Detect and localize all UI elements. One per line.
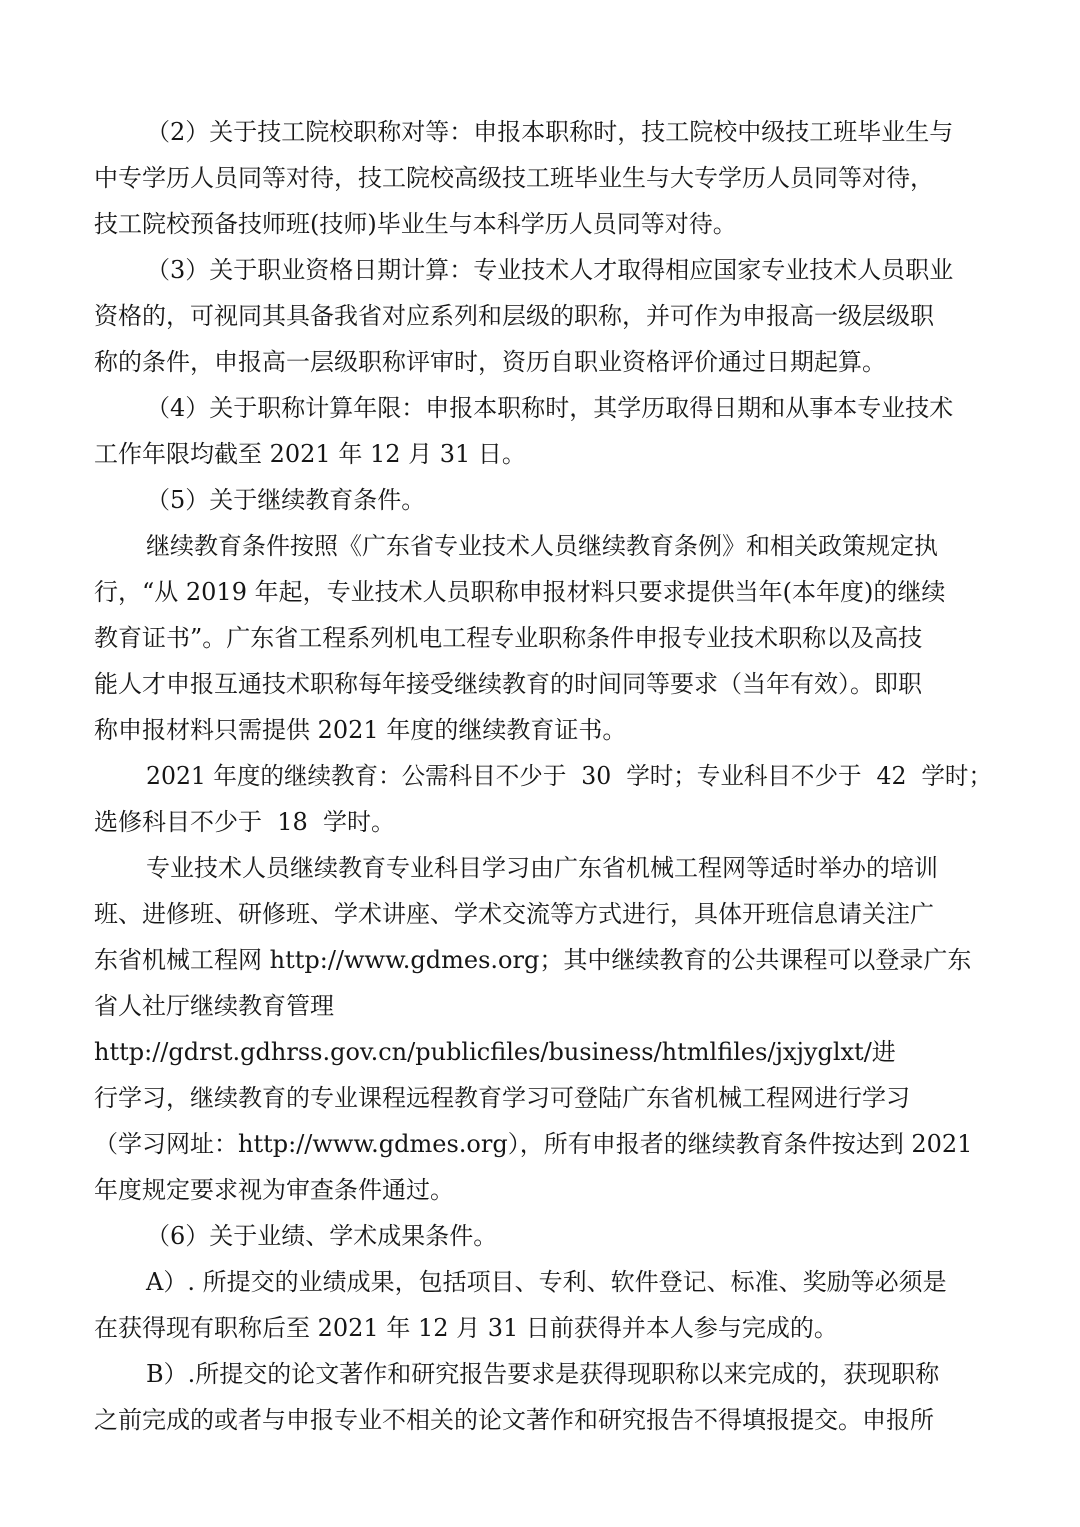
text-line: 省人社厅继续教育管理 <box>94 992 334 1020</box>
text-line: 称申报材料只需提供 2021 年度的继续教育证书。 <box>94 716 627 744</box>
text-line: 能人才申报互通技术职称每年接受继续教育的时间同等要求（当年有效）。即职 <box>94 670 922 698</box>
text-line: （3）关于职业资格日期计算：专业技术人才取得相应国家专业技术人员职业 <box>146 256 954 284</box>
text-line: 之前完成的或者与申报专业不相关的论文著作和研究报告不得填报提交。申报所 <box>94 1406 934 1434</box>
text-line: 技工院校预备技师班(技师)毕业生与本科学历人员同等对待。 <box>94 210 737 238</box>
text-line: 工作年限均截至 2021 年 12 月 31 日。 <box>94 440 526 468</box>
text-line: （学习网址：http://www.gdmes.org），所有申报者的继续教育条件按达到 2021 <box>94 1130 973 1158</box>
text-line: 专业技术人员继续教育专业科目学习由广东省机械工程网等适时举办的培训 <box>146 854 938 882</box>
text-line: 行学习，继续教育的专业课程远程教育学习可登陆广东省机械工程网进行学习 <box>94 1084 910 1112</box>
text-line: 教育证书”。广东省工程系列机电工程专业职称条件申报专业技术职称以及高技 <box>94 624 923 652</box>
text-line: 选修科目不少于 18 学时。 <box>94 808 396 836</box>
text-line: 称的条件，申报高一层级职称评审时，资历自职业资格评价通过日期起算。 <box>94 348 886 376</box>
text-line: 年度规定要求视为审查条件通过。 <box>94 1176 454 1204</box>
text-line: 行，“从 2019 年起，专业技术人员职称申报材料只要求提供当年(本年度)的继续 <box>94 578 946 606</box>
text-line: （4）关于职称计算年限：申报本职称时，其学历取得日期和从事本专业技术 <box>146 394 954 422</box>
text-line: 在获得现有职称后至 2021 年 12 月 31 日前获得并本人参与完成的。 <box>94 1314 838 1342</box>
text-line: B）.所提交的论文著作和研究报告要求是获得现职称以来完成的，获现职称 <box>146 1360 940 1388</box>
text-line: （5）关于继续教育条件。 <box>146 486 426 514</box>
text-line: 2021 年度的继续教育：公需科目不少于 30 学时；专业科目不少于 42 学时； <box>146 762 993 790</box>
text-line: （2）关于技工院校职称对等：申报本职称时，技工院校中级技工班毕业生与 <box>146 118 954 146</box>
text-line: 继续教育条件按照《广东省专业技术人员继续教育条例》和相关政策规定执 <box>146 532 938 560</box>
text-line: （6）关于业绩、学术成果条件。 <box>146 1222 498 1250</box>
text-line: 中专学历人员同等对待，技工院校高级技工班毕业生与大专学历人员同等对待， <box>94 164 934 192</box>
text-line: A）. 所提交的业绩成果，包括项目、专利、软件登记、标准、奖励等必须是 <box>146 1268 947 1296</box>
text-line: 资格的，可视同其具备我省对应系列和层级的职称，并可作为申报高一级层级职 <box>94 302 934 330</box>
text-line: 东省机械工程网 http://www.gdmes.org；其中继续教育的公共课程可以登录广东 <box>94 946 972 974</box>
text-line: 班、进修班、研修班、学术讲座、学术交流等方式进行，具体开班信息请关注广 <box>94 900 934 928</box>
text-line: http://gdrst.gdhrss.gov.cn/publicfiles/business/htmlfiles/jxjyglxt/进 <box>94 1038 896 1066</box>
